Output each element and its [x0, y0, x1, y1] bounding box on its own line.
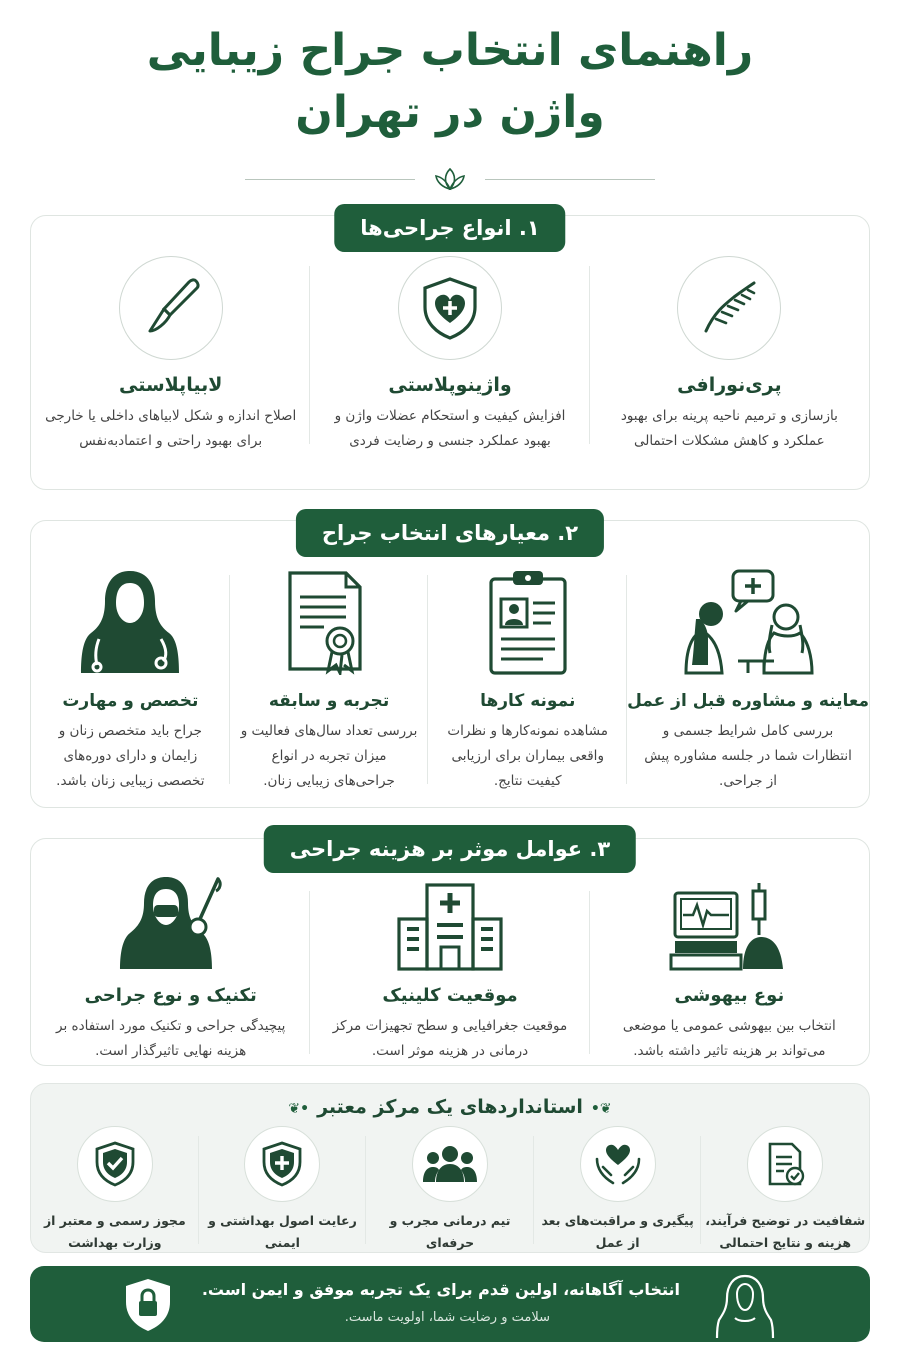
surgery-type-card: [31, 256, 310, 454]
cost-factor-desc: موقعیت جغرافیایی و سطح تجهیزات مرکز درمانی در هزینه موثر است.: [332, 1018, 568, 1059]
criterion-title: تجربه و سابقه: [268, 691, 390, 711]
criterion-card: [31, 565, 230, 794]
surgery-type-card: [310, 256, 589, 454]
cost-factor-title: تکنیک و نوع جراحی: [84, 985, 257, 1006]
footer-subtext: سلامت و رضایت شما، اولویت ماست.: [344, 1310, 550, 1325]
hospital-icon: [310, 881, 589, 971]
surgeon-icon: [31, 881, 310, 971]
scalpel-icon: [119, 256, 223, 360]
standard-item: [701, 1126, 869, 1254]
surgery-types-section: [30, 215, 870, 490]
standards-section: [30, 1083, 870, 1253]
standard-item: [31, 1126, 199, 1254]
ornament-icon: ❦•: [590, 1101, 612, 1117]
standard-text: پیگیری و مراقبت‌های بعد از عمل: [541, 1213, 694, 1250]
female-doctor-icon: [31, 565, 230, 675]
criterion-desc: مشاهده نمونه‌کارها و نظرات واقعی بیماران برای ارزیابی کیفیت نتایج.: [447, 723, 609, 789]
heart-shield-icon: [398, 256, 502, 360]
stitches-icon: [677, 256, 781, 360]
criterion-desc: بررسی تعداد سال‌های فعالیت و میزان تجربه در انواع جراحی‌های زیبایی زنان.: [240, 723, 418, 789]
footer-message: انتخاب آگاهانه، اولین قدم برای یک تجربه موفق و ایمن است.: [201, 1280, 680, 1299]
criterion-desc: جراح باید متخصص زنان و زایمان و دارای دوره‌های تخصصی زیبایی زنان باشد.: [56, 723, 205, 789]
criterion-card: [428, 565, 627, 794]
cost-factors-section: [30, 838, 870, 1066]
consultation-icon: [627, 565, 869, 675]
section-heading: ۳. عوامل موثر بر هزینه جراحی: [264, 825, 636, 873]
surgery-desc: اصلاح اندازه و شکل لابیاهای داخلی یا خارجی برای بهبود راحتی و اعتمادبه‌نفس: [45, 408, 297, 449]
standards-title: استانداردهای یک مرکز معتبر: [317, 1096, 583, 1118]
cost-factor-title: نوع بیهوشی: [674, 985, 785, 1006]
surgery-title: لابیاپلاستی: [118, 374, 223, 396]
title-block: [0, 20, 900, 144]
criterion-title: معاینه و مشاوره قبل از عمل: [627, 691, 869, 711]
clipboard-icon: [428, 565, 627, 675]
heart-hands-icon: [580, 1126, 656, 1202]
criterion-title: تخصص و مهارت: [62, 691, 199, 711]
cost-factor-desc: انتخاب بین بیهوشی عمومی یا موضعی می‌تواند بر هزینه تاثیر داشته باشد.: [622, 1018, 836, 1059]
standards-heading: [31, 1096, 869, 1118]
standard-text: شفافیت در توضیح فرآیند، هزینه و نتایج احتمالی: [705, 1213, 866, 1250]
standard-item: [534, 1126, 702, 1254]
document-check-icon: [747, 1126, 823, 1202]
cost-factor-card: [590, 881, 869, 1064]
surgery-desc: افزایش کیفیت و استحکام عضلات واژن و بهبود عملکرد جنسی و رضایت فردی: [334, 408, 566, 449]
section-heading: ۱. انواع جراحی‌ها: [334, 204, 565, 252]
standard-text: رعایت اصول بهداشتی و ایمنی: [208, 1213, 357, 1250]
criterion-title: نمونه کارها: [480, 691, 576, 711]
anesthesia-monitor-icon: [590, 881, 869, 971]
surgery-title: واژینوپلاستی: [388, 374, 512, 396]
team-icon: [412, 1126, 488, 1202]
title-divider: [245, 165, 655, 193]
standard-text: تیم درمانی مجرب و حرفه‌ای: [389, 1213, 511, 1250]
check-shield-icon: [77, 1126, 153, 1202]
page-title-line1: راهنمای انتخاب جراح زیبایی: [146, 25, 754, 76]
lock-shield-icon: [122, 1276, 174, 1334]
criterion-card: [230, 565, 429, 794]
certificate-icon: [230, 565, 429, 675]
page-title-line2: واژن در تهران: [295, 87, 605, 138]
medical-shield-icon: [244, 1126, 320, 1202]
lotus-icon: [430, 165, 470, 193]
criterion-card: [627, 565, 869, 794]
woman-profile-icon: [715, 1272, 775, 1338]
standard-item: [199, 1126, 367, 1254]
cost-factor-card: [31, 881, 310, 1064]
standard-item: [366, 1126, 534, 1254]
criteria-section: [30, 520, 870, 808]
surgery-desc: بازسازی و ترمیم ناحیه پرینه برای بهبود عملکرد و کاهش مشکلات احتمالی: [620, 408, 838, 449]
surgery-type-card: [590, 256, 869, 454]
standard-text: مجوز رسمی و معتبر از وزارت بهداشت: [43, 1213, 186, 1250]
cost-factor-title: موقعیت کلینیک: [382, 985, 518, 1006]
criterion-desc: بررسی کامل شرایط جسمی و انتظارات شما در جلسه مشاوره پیش از جراحی.: [644, 723, 852, 789]
cost-factor-card: [310, 881, 589, 1064]
footer-banner: [30, 1266, 870, 1342]
ornament-icon: •❦: [288, 1101, 310, 1117]
cost-factor-desc: پیچیدگی جراحی و تکنیک مورد استفاده بر هزینه نهایی تاثیرگذار است.: [56, 1018, 286, 1059]
surgery-title: پری‌نورافی: [677, 374, 782, 396]
section-heading: ۲. معیارهای انتخاب جراح: [296, 509, 604, 557]
